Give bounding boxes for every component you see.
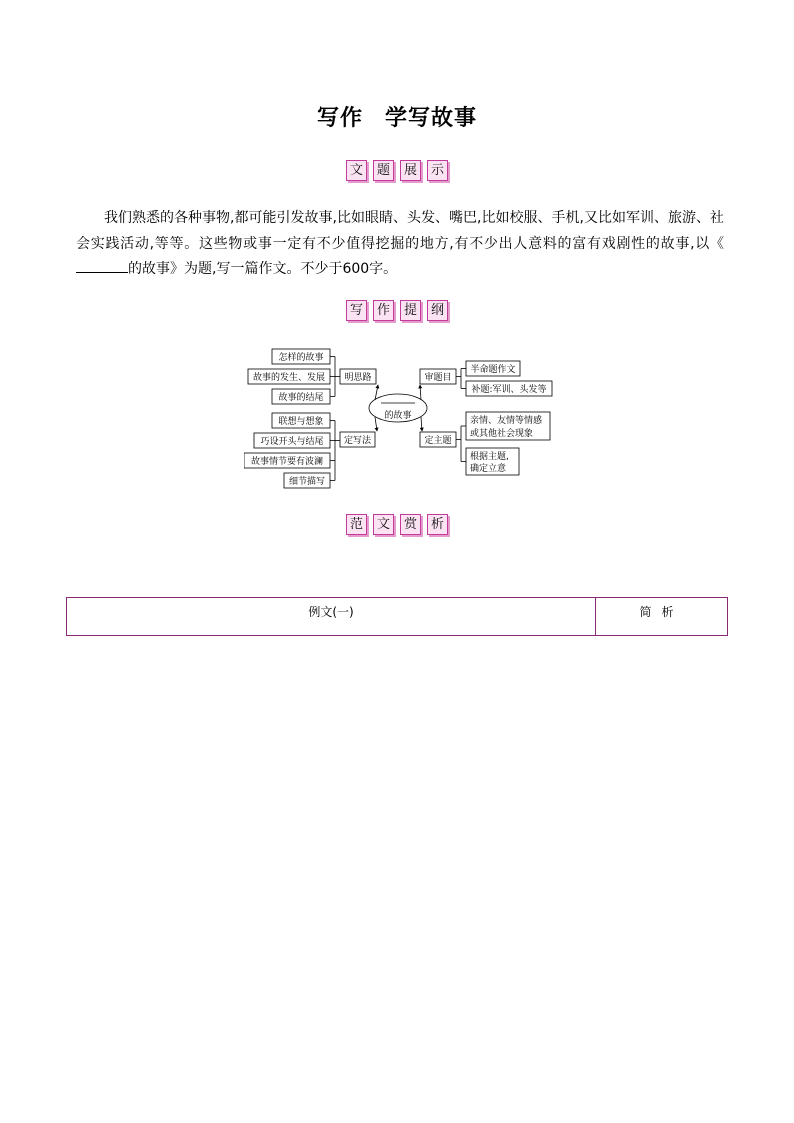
- section-sample-heading: [0, 514, 794, 535]
- node-label: 定主题: [424, 436, 452, 446]
- outline-item: 怎样的故事: [278, 353, 324, 363]
- section-topic-char: 题: [373, 160, 394, 181]
- table-header-essay: 例文(一): [308, 605, 354, 619]
- title-part-1: 写作: [316, 105, 363, 131]
- section-outline-char: 作: [373, 300, 394, 321]
- page-title: [0, 101, 794, 132]
- section-outline-char: 纲: [427, 300, 448, 321]
- outline-item: 亲情、友情等情感: [470, 416, 543, 426]
- section-sample-char: 文: [373, 514, 394, 535]
- table-header-analysis: 简析: [639, 605, 684, 619]
- section-topic-char: 展: [400, 160, 421, 181]
- sample-essay-table: [66, 597, 728, 636]
- section-outline-char: 提: [400, 300, 421, 321]
- outline-item: 确定立意: [470, 464, 507, 474]
- section-sample-char: 赏: [400, 514, 421, 535]
- outline-item: 故事情节要有波澜: [250, 457, 324, 467]
- outline-item: 故事的发生、发展: [252, 373, 326, 383]
- outline-item: 故事的结尾: [278, 393, 324, 403]
- node-label: 明思路: [344, 373, 372, 383]
- section-topic-char: 文: [346, 160, 367, 181]
- node-label: 审题目: [424, 373, 452, 383]
- prompt-text-2: 的故事》为题,写一篇作文。不少于600字。: [128, 261, 398, 277]
- prompt-text-1: 我们熟悉的各种事物,都可能引发故事,比如眼睛、头发、嘴巴,比如校服、手机,又比如军训、旅游、社会实践活动,等等。这些物或事一定有不少值得挖掘的地方,有不少出人意料的富有戏剧性的故事,以《: [76, 210, 724, 252]
- outline-item: 或其他社会现象: [470, 429, 534, 439]
- section-sample-char: 析: [427, 514, 448, 535]
- outline-item: 半命题作文: [470, 365, 516, 375]
- outline-item: 补题:军训、头发等: [471, 385, 547, 395]
- title-blank: [76, 258, 128, 273]
- outline-item: 根据主题,: [470, 452, 509, 462]
- section-outline-heading: [0, 300, 794, 321]
- section-sample-char: 范: [346, 514, 367, 535]
- section-outline-char: 写: [346, 300, 367, 321]
- outline-item: 巧设开头与结尾: [260, 437, 324, 447]
- outline-item: 细节描写: [288, 477, 326, 487]
- node-label: 定写法: [343, 436, 372, 446]
- outline-mind-map: [244, 345, 564, 491]
- prompt-paragraph: [76, 206, 724, 283]
- outline-item: 联想与想象: [278, 417, 324, 427]
- center-label: 的故事: [384, 411, 412, 421]
- title-part-2: 学写故事: [385, 105, 478, 131]
- section-topic-heading: [0, 160, 794, 181]
- section-topic-char: 示: [427, 160, 448, 181]
